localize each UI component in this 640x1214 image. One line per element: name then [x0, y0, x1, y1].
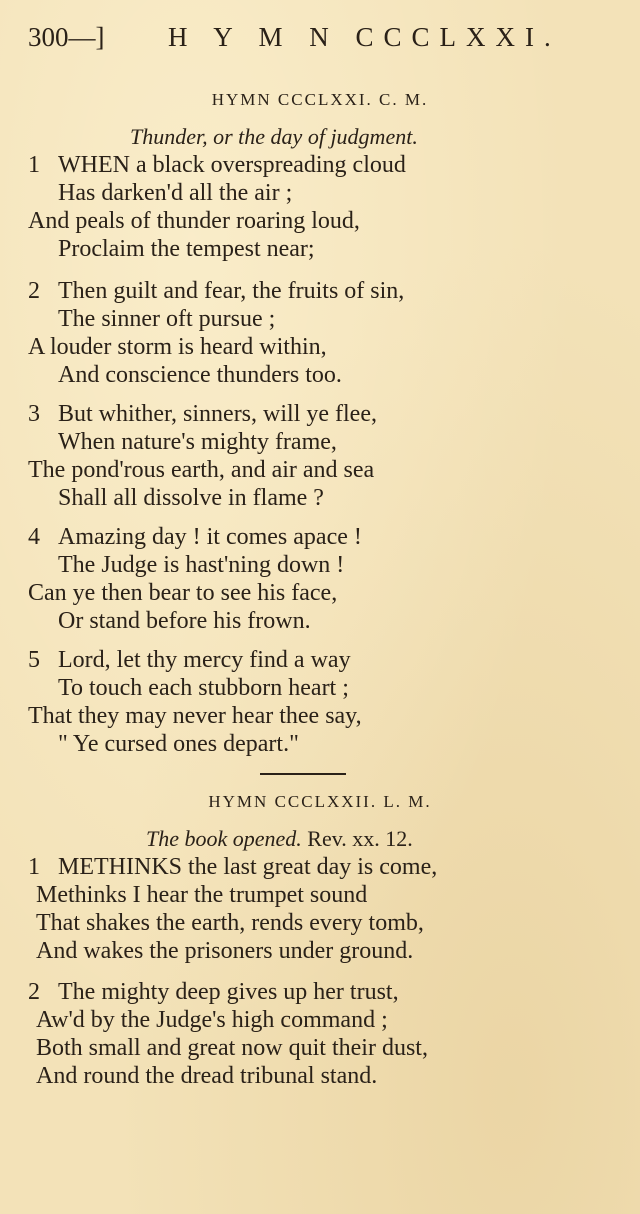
stanza [28, 853, 628, 965]
verse-line: Has darken'd all the air ; [58, 180, 293, 206]
hymn-heading: HYMN CCCLXXI. C. M. [211, 90, 429, 109]
stanza [28, 646, 628, 758]
verse-line: When nature's mighty frame, [58, 429, 337, 455]
page-number: 300—] [28, 22, 105, 52]
verse-line: But whither, sinners, will ye flee, [58, 401, 377, 427]
verse-line: WHEN a black overspreading cloud [58, 152, 406, 178]
stanza-number: 1 [28, 152, 40, 178]
verse-line: Can ye then bear to see his face, [28, 580, 338, 606]
verse-line: Lord, let thy mercy find a way [58, 647, 351, 673]
verse-line: That they may never hear thee say, [28, 703, 362, 729]
verse-line: The pond'rous earth, and air and sea [28, 457, 375, 483]
stanza-number: 2 [28, 278, 40, 304]
verse-line: " Ye cursed ones depart." [58, 731, 299, 757]
hymn-subtitle: The book opened. [146, 826, 302, 851]
hymn-heading: HYMN CCCLXXII. L. M. [208, 792, 432, 811]
verse-line: Then guilt and fear, the fruits of sin, [58, 278, 405, 304]
verse-line: A louder storm is heard within, [28, 334, 327, 360]
stanza [28, 277, 628, 389]
stanza [28, 978, 628, 1090]
verse-line: And wakes the prisoners under ground. [36, 938, 414, 964]
verse-line: Methinks I hear the trumpet sound [36, 882, 368, 908]
stanza-number: 1 [28, 854, 40, 880]
running-title: H Y M N CCCLXXI. [168, 22, 561, 52]
verse-line: Shall all dissolve in flame ? [58, 485, 324, 511]
running-head [28, 22, 618, 62]
verse-line: Aw'd by the Judge's high command ; [36, 1007, 388, 1033]
verse-line: Amazing day ! it comes apace ! [58, 524, 362, 550]
stanza-number: 3 [28, 401, 40, 427]
verse-line: The mighty deep gives up her trust, [58, 979, 399, 1005]
section-divider [260, 773, 346, 775]
verse-line: And peals of thunder roaring loud, [28, 208, 360, 234]
verse-line: Both small and great now quit their dust, [36, 1035, 428, 1061]
verse-line: The sinner oft pursue ; [58, 306, 276, 332]
stanza [28, 523, 628, 635]
stanza-number: 5 [28, 647, 40, 673]
verse-line: Or stand before his frown. [58, 608, 311, 634]
hymn-subtitle-line [146, 826, 413, 852]
verse-line: And round the dread tribunal stand. [36, 1063, 378, 1089]
scripture-reference: Rev. xx. 12. [307, 826, 413, 851]
stanza [28, 151, 628, 263]
stanza-number: 4 [28, 524, 40, 550]
verse-line: To touch each stubborn heart ; [58, 675, 349, 701]
verse-line: That shakes the earth, rends every tomb, [36, 910, 424, 936]
verse-line: The Judge is hast'ning down ! [58, 552, 345, 578]
verse-line: And conscience thunders too. [58, 362, 342, 388]
stanza-number: 2 [28, 979, 40, 1005]
verse-line: Proclaim the tempest near; [58, 236, 315, 262]
stanza [28, 400, 628, 512]
hymn-subtitle: Thunder, or the day of judgment. [130, 124, 418, 149]
verse-line: METHINKS the last great day is come, [58, 854, 438, 880]
